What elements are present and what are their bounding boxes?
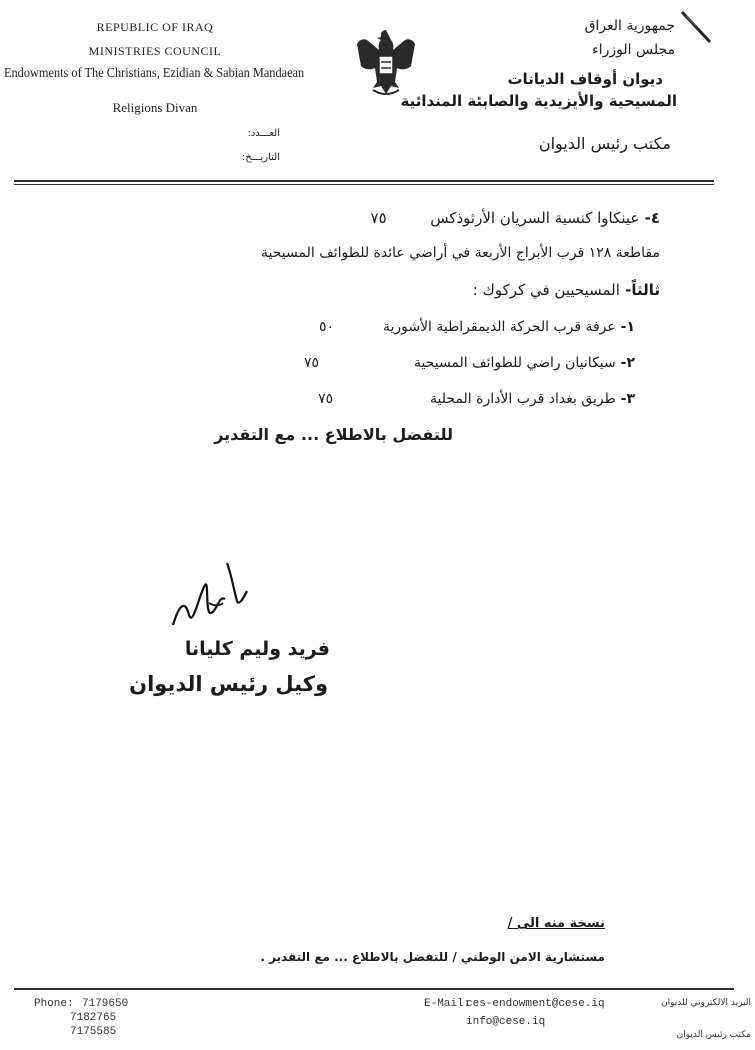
header-ar-line4: المسيحية والأيزيدية والصابئة المندائية <box>400 92 677 110</box>
item-4-num: ٤ <box>650 209 660 227</box>
corner-mark-icon <box>676 6 716 46</box>
header-ar-line2: مجلس الوزراء <box>592 42 675 58</box>
section-label: ثالثاً <box>631 281 660 299</box>
list-item-num: ٣ <box>626 391 635 407</box>
header-divider <box>14 180 714 182</box>
footer-ar-office-label: مكتب رئيس الديوان <box>676 1030 751 1040</box>
item-4-value: ٧٥ <box>370 209 387 227</box>
list-item-num: ١ <box>626 319 635 335</box>
number-label: العـــدد: <box>247 128 280 139</box>
header-en-line3: Endowments of The Christians, Ezidian & Sabian Mandaean <box>4 66 305 81</box>
date-label: التاريـــخ: <box>241 152 280 163</box>
list-item: ٣- طريق بغداد قرب الأدارة المحلية ٧٥ <box>318 391 635 407</box>
district-line: مقاطعة ١٢٨ قرب الأبراج الأربعة في أراضي عائدة للطوائف المسيحية <box>261 245 660 261</box>
list-item-text: طريق بغداد قرب الأدارة المحلية <box>430 391 616 407</box>
letterhead <box>0 0 755 190</box>
list-item: ٢- سيكانيان راضي للطوائف المسيحية ٧٥ <box>304 355 635 371</box>
email-address: info@cese.iq <box>466 1016 546 1028</box>
list-item-value: ٥٠ <box>318 319 335 335</box>
list-item-value: ٧٥ <box>318 391 334 407</box>
header-ar-line3: ديوان أوقاف الديانات <box>507 70 663 88</box>
phone-number: 7179650 <box>82 998 129 1010</box>
phone-number: 7182765 <box>70 1012 117 1024</box>
header-ar-office: مكتب رئيس الديوان <box>538 134 671 153</box>
list-item-value: ٧٥ <box>304 355 320 371</box>
item-4: ٤- عينكاوا كنسية السريان الأرثوذكس ٧٥ <box>370 209 660 227</box>
email-address: ces-endowment@cese.iq <box>466 998 605 1010</box>
signatory-title: وكيل رئيس الديوان <box>129 672 328 696</box>
list-item-num: ٢ <box>626 355 635 371</box>
phone-label: Phone: <box>34 998 74 1010</box>
signatory-name: فريد وليم كليانا <box>184 638 330 660</box>
section-heading: ثالثاً- المسيحيين في كركوك : <box>472 281 660 299</box>
email-label: E-Mail: <box>424 998 471 1010</box>
list-item-text: سيكانيان راضي للطوائف المسيحية <box>413 355 616 371</box>
list-item: ١- عرفة قرب الحركة الديمقراطية الأشورية ٥٠ <box>318 319 635 335</box>
copy-label: نسخة منه الى / <box>507 916 605 931</box>
signature-scribble-icon <box>165 555 275 635</box>
footer-ar-email-label: البريد الالكتروني للديوان <box>661 998 751 1008</box>
copy-line: مستشارية الامن الوطني / للتفضل بالاطلاع ... مع التقدير . <box>260 950 605 964</box>
closing-line: للتفضل بالاطلاع ... مع التقدير <box>214 425 453 444</box>
header-en-line2: MINISTRIES COUNCIL <box>88 44 222 58</box>
section-text: المسيحيين في كركوك : <box>472 281 620 299</box>
header-en-line1: REPUBLIC OF IRAQ <box>96 20 214 34</box>
footer-divider <box>14 988 734 990</box>
letter-body <box>0 195 755 455</box>
list-item-text: عرفة قرب الحركة الديمقراطية الأشورية <box>382 319 616 335</box>
header-en-line4: Religions Divan <box>112 100 198 115</box>
item-4-text: عينكاوا كنسية السريان الأرثوذكس <box>430 209 640 227</box>
header-divider-thin <box>14 184 714 185</box>
phone-number: 7175585 <box>70 1026 117 1038</box>
header-ar-line1: جمهورية العراق <box>584 18 675 34</box>
